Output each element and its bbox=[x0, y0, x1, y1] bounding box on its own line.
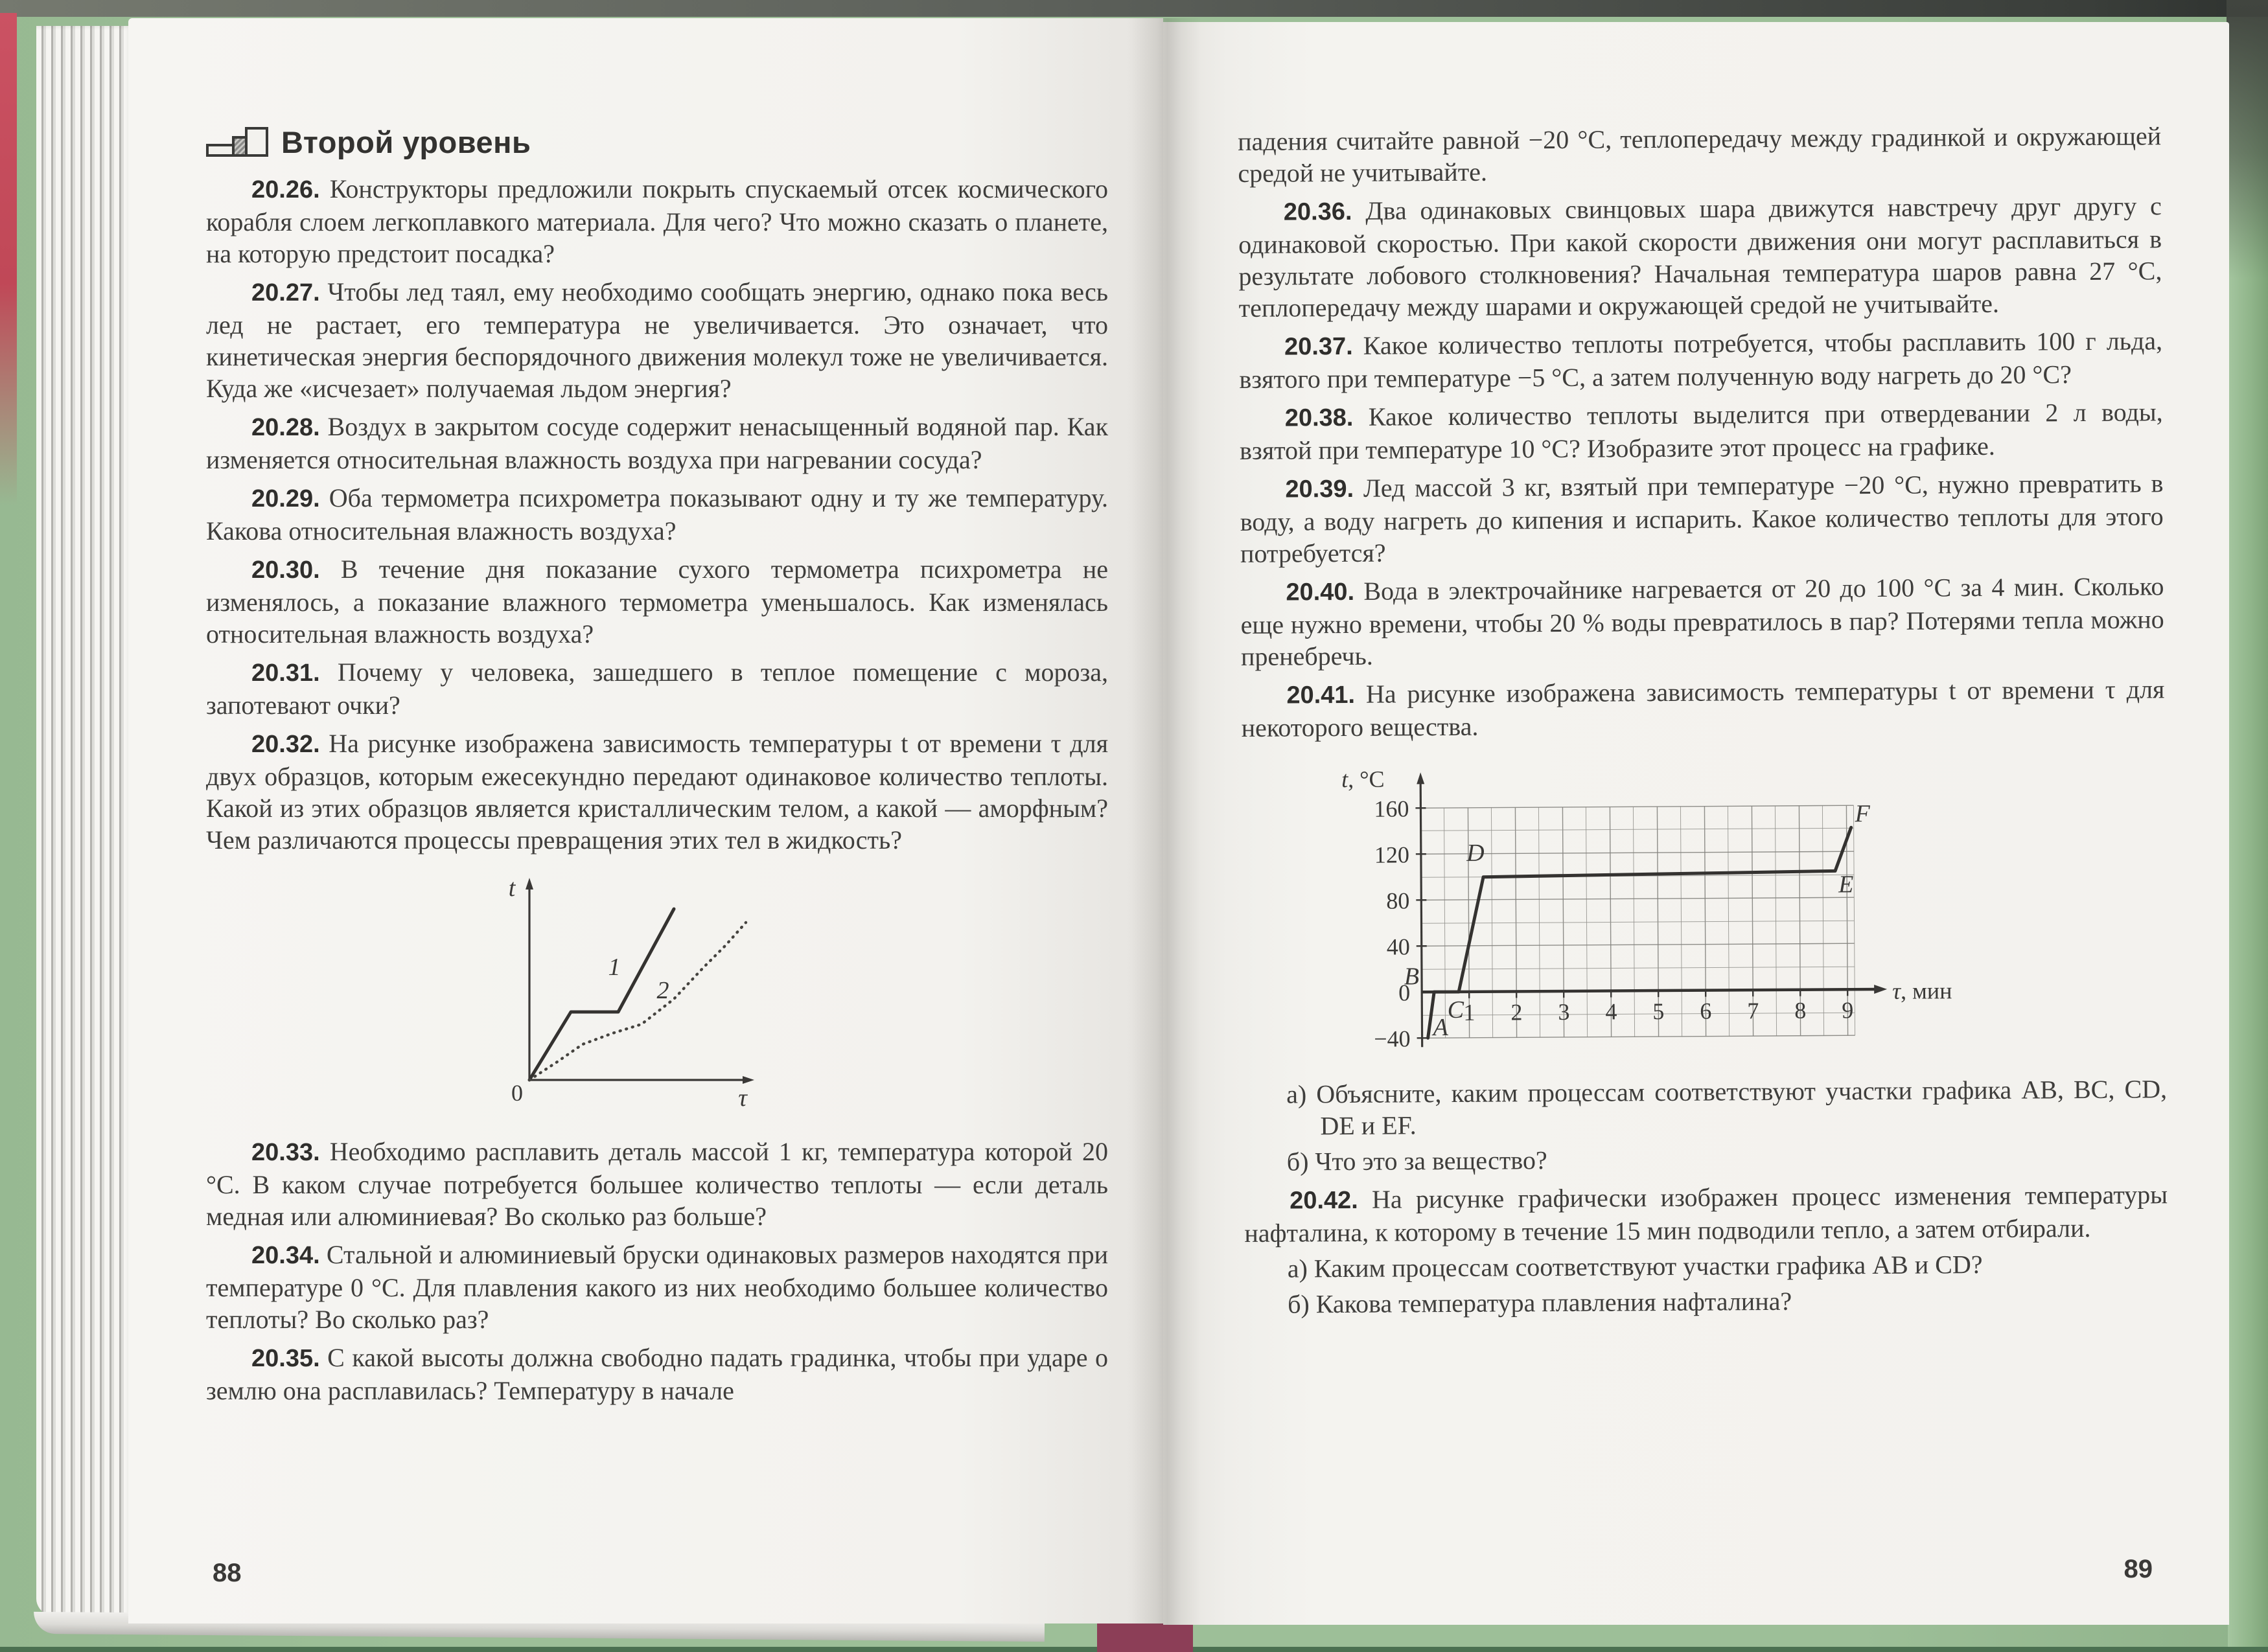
item-20-41-b bbox=[1286, 1140, 2168, 1177]
problem-20-30 bbox=[206, 553, 1108, 650]
problem-text: На рисунке графически изображен процесс изменения температуры нафталина, к которому в течение 15 мин подводили тепло, а затем отбирали. bbox=[1244, 1180, 2168, 1248]
figure-20-41-plot bbox=[1336, 753, 1993, 1062]
figure-20-32-plot bbox=[499, 873, 778, 1122]
page-number-88: 88 bbox=[213, 1559, 242, 1587]
curve-2-amorphous bbox=[529, 923, 746, 1080]
page-left bbox=[128, 18, 1163, 1623]
figure-20-41 bbox=[1336, 752, 2167, 1069]
svg-text:4: 4 bbox=[1605, 998, 1617, 1025]
origin-label: 0 bbox=[511, 1080, 523, 1106]
svg-text:2: 2 bbox=[1510, 999, 1523, 1026]
y-axis-arrow bbox=[526, 878, 533, 889]
page-right-content bbox=[1238, 120, 2168, 1320]
photo-corner-shadow bbox=[2227, 0, 2268, 279]
problem-20-26 bbox=[206, 173, 1108, 270]
problem-text: На рисунке изображена зависимость температуры t от времени τ для двух образцов, которым ежесекундно передают одинаковое количество теплоты. Какой из этих образцов является кристаллическим телом, а какой — аморфным? Чем различаются процессы превращения этих тел в жидкость? bbox=[206, 729, 1108, 855]
problem-text: Оба термометра психрометра показывают одну и ту же температуру. Какова относительная влажность воздуха? bbox=[206, 483, 1108, 545]
problem-20-27 bbox=[206, 276, 1108, 404]
svg-text:0: 0 bbox=[1398, 980, 1411, 1006]
level-steps-icon bbox=[206, 125, 268, 159]
problem-text: Почему у человека, зашедшего в теплое помещение с мороза, запотевают очки? bbox=[206, 658, 1108, 720]
problem-number: 20.27. bbox=[251, 279, 320, 306]
problem-text: Конструкторы предложили покрыть спускаемый отсек космического корабля слоем легкоплавкого материала. Для чего? Что можно сказать о планете, на которую предстоит посадка? bbox=[206, 174, 1108, 268]
heating-curve bbox=[1427, 827, 1853, 1038]
svg-text:6: 6 bbox=[1700, 998, 1712, 1024]
problem-text: Стальной и алюминиевый бруски одинаковых размеров находятся при температуре 0 °C. Для плавления какого из них необходимо большее количество теплоты? Во сколько раз? bbox=[206, 1240, 1108, 1334]
svg-text:160: 160 bbox=[1374, 796, 1409, 822]
problem-20-38 bbox=[1240, 396, 2164, 466]
item-text: Объясните, каким процессам соответствуют участки графика AB, BC, CD, DE и EF. bbox=[1316, 1074, 2168, 1141]
section-header bbox=[206, 125, 1108, 159]
problem-text: Воздух в закрытом сосуде содержит ненасыщенный водяной пар. Как изменяется относительная влажность воздуха при нагревании сосуда? bbox=[206, 412, 1108, 474]
problem-text: На рисунке изображена зависимость температуры t от времени τ для некоторого вещества. bbox=[1241, 674, 2165, 742]
item-label: б) bbox=[1286, 1147, 1309, 1176]
problem-text: Лед массой 3 кг, взятый при температуре −20 °C, нужно превратить в воду, а воду нагреть до кипения и испарить. Какое количество теплоты для этого потребуется? bbox=[1240, 468, 2164, 568]
problem-number: 20.34. bbox=[251, 1242, 320, 1269]
problem-text: Вода в электрочайнике нагревается от 20 до 100 °C за 4 мин. Сколько еще нужно времени, чтобы 20 % воды превратилось в пар? Потерями тепла можно пренебречь. bbox=[1240, 571, 2164, 671]
problem-20-35 bbox=[206, 1342, 1108, 1406]
problem-number: 20.28. bbox=[251, 414, 320, 441]
problem-number: 20.31. bbox=[251, 660, 320, 687]
item-label: б) bbox=[1287, 1289, 1310, 1319]
x-axis-label: τ bbox=[738, 1084, 747, 1112]
page-number-89: 89 bbox=[2123, 1555, 2153, 1583]
problem-20-29 bbox=[206, 482, 1108, 547]
point-B: B bbox=[1404, 963, 1420, 991]
y-axis bbox=[1420, 783, 1422, 1047]
problem-number: 20.26. bbox=[251, 176, 320, 203]
problem-20-33 bbox=[206, 1136, 1108, 1232]
problem-number: 20.32. bbox=[251, 731, 320, 758]
problem-number: 20.40. bbox=[1286, 578, 1355, 606]
item-label: а) bbox=[1286, 1079, 1307, 1109]
problem-number: 20.42. bbox=[1290, 1186, 1358, 1215]
problem-number: 20.29. bbox=[251, 485, 320, 512]
y-tick-labels bbox=[1372, 796, 1411, 1051]
point-F: F bbox=[1855, 800, 1870, 828]
problem-20-39 bbox=[1240, 467, 2164, 569]
problem-number: 20.30. bbox=[251, 556, 320, 584]
item-20-42-b bbox=[1287, 1283, 2168, 1320]
problem-number: 20.38. bbox=[1284, 404, 1354, 432]
svg-text:5: 5 bbox=[1652, 998, 1665, 1025]
problem-20-35-continuation: падения считайте равной −20 °C, теплопередачу между градинкой и окружающей средой не учитывайте. bbox=[1238, 121, 2162, 188]
problem-number: 20.39. bbox=[1285, 475, 1354, 503]
item-text: Каким процессам соответствуют участки графика AB и CD? bbox=[1313, 1250, 1983, 1283]
problem-text: Необходимо расплавить деталь массой 1 кг, температура которой 20 °C. В каком случае потребуется большее количество теплоты — если деталь медная или алюминиевая? Во сколько раз больше? bbox=[206, 1137, 1108, 1231]
problem-20-37 bbox=[1239, 325, 2163, 395]
section-title: Второй уровень bbox=[281, 124, 531, 159]
figure-20-32 bbox=[499, 873, 1108, 1129]
curve-1-crystal bbox=[529, 909, 674, 1080]
point-D: D bbox=[1466, 839, 1485, 867]
left-page-stack bbox=[36, 26, 133, 1625]
problem-text: С какой высоты должна свободно падать градинка, чтобы при ударе о землю она расплавилась? Температуру в начале bbox=[206, 1343, 1108, 1405]
problem-number: 20.36. bbox=[1283, 198, 1352, 226]
point-A: A bbox=[1433, 1014, 1448, 1042]
svg-text:7: 7 bbox=[1747, 998, 1759, 1024]
y-axis-arrow bbox=[1417, 772, 1424, 784]
svg-text:−40: −40 bbox=[1374, 1026, 1411, 1052]
x-axis-arrow bbox=[1874, 985, 1887, 994]
item-20-41-a bbox=[1286, 1073, 2168, 1141]
problem-text: Какое количество теплоты потребуется, чтобы расплавить 100 г льда, взятого при температуре −5 °C, а затем полученную воду нагреть до 20 °C? bbox=[1239, 326, 2163, 394]
problem-number: 20.37. bbox=[1284, 332, 1353, 361]
problem-20-34 bbox=[206, 1239, 1108, 1335]
y-axis-label: t bbox=[508, 875, 516, 902]
x-axis-arrow bbox=[743, 1076, 754, 1084]
x-axis-label: τ, мин bbox=[1892, 978, 1952, 1004]
svg-text:40: 40 bbox=[1386, 934, 1410, 960]
point-C: C bbox=[1447, 996, 1464, 1024]
x-axis bbox=[1422, 989, 1877, 992]
grid-horizontal bbox=[1420, 805, 1855, 1038]
problem-20-41 bbox=[1241, 673, 2165, 744]
problem-number: 20.35. bbox=[251, 1345, 320, 1372]
problem-20-40 bbox=[1240, 570, 2164, 672]
svg-text:1: 1 bbox=[1463, 999, 1475, 1026]
svg-text:120: 120 bbox=[1374, 842, 1410, 868]
y-axis-label: t, °C bbox=[1341, 766, 1385, 793]
svg-text:3: 3 bbox=[1558, 998, 1570, 1026]
problem-20-32 bbox=[206, 728, 1108, 856]
photo-top-shadow bbox=[0, 0, 2268, 17]
curve-1-label: 1 bbox=[608, 954, 621, 981]
problem-text: Какое количество теплоты выделится при отвердевании 2 л воды, взятой при температуре 10 °C? Изобразите этот процесс на графике. bbox=[1239, 397, 2163, 465]
problem-20-28 bbox=[206, 411, 1108, 476]
point-E: E bbox=[1838, 871, 1854, 899]
problem-text: Чтобы лед таял, ему необходимо сообщать энергию, однако пока весь лед не растает, его температура не увеличивается. Это означает, что кинетическая энергия беспорядочного движения молекул тоже не увеличивается. Куда же «исчезает» получаемая льдом энергия? bbox=[206, 277, 1108, 403]
svg-text:80: 80 bbox=[1386, 888, 1410, 914]
page-right bbox=[1163, 22, 2229, 1625]
curve-2-label: 2 bbox=[656, 977, 669, 1004]
problem-20-42 bbox=[1244, 1178, 2168, 1249]
item-label: а) bbox=[1287, 1254, 1308, 1283]
item-text: Что это за вещество? bbox=[1315, 1145, 1547, 1176]
problem-text: В течение дня показание сухого термометра психрометра не изменялось, а показание влажного термометра уменьшалось. Как изменялась относительная влажность воздуха? bbox=[206, 555, 1108, 648]
problem-number: 20.33. bbox=[251, 1139, 320, 1166]
problem-20-36 bbox=[1238, 190, 2162, 324]
problem-text: Два одинаковых свинцовых шара движутся навстречу друг другу с одинаковой скоростью. При какой скорости движения они могут расплавиться в результате лобового столкновения? Начальная температура шаров равна 27 °C, теплопередачу между шарами и окружающей средой не учитывайте. bbox=[1238, 191, 2162, 323]
page-left-content bbox=[206, 125, 1108, 1406]
x-tick-labels bbox=[1463, 997, 1853, 1026]
problem-number: 20.41. bbox=[1286, 681, 1356, 709]
svg-text:9: 9 bbox=[1842, 997, 1854, 1024]
icon-step-high bbox=[245, 127, 268, 157]
item-text: Какова температура плавления нафталина? bbox=[1315, 1286, 1792, 1319]
item-20-42-a bbox=[1287, 1247, 2168, 1284]
red-page-edge bbox=[0, 13, 17, 505]
svg-text:8: 8 bbox=[1794, 997, 1807, 1024]
problem-20-31 bbox=[206, 656, 1108, 721]
